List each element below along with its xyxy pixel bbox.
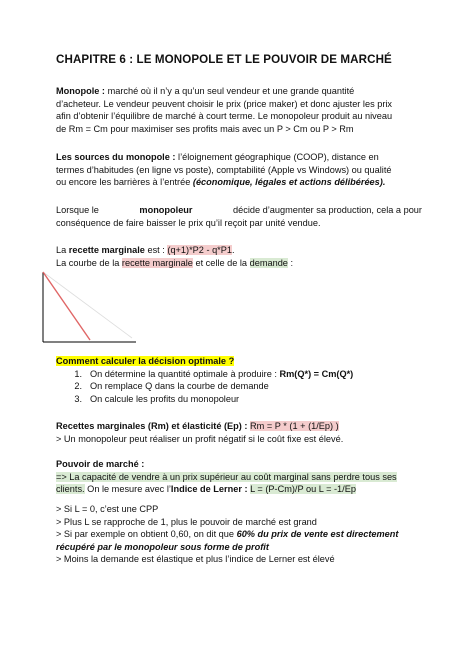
- decision-step-1: [56, 368, 422, 381]
- lerner-line-3-emphasis: 60% du prix de vente est directement: [236, 529, 399, 540]
- recette-formula: (q+1)*P2 - q*P1: [167, 245, 232, 255]
- recette-period: .: [232, 245, 235, 255]
- recette-paragraph: [56, 244, 422, 269]
- decision-step-2: [56, 380, 422, 393]
- decision-steps: [56, 368, 422, 406]
- sources-line-2: termes d’habitudes (en ligne vs poste), comptabilité (Apple vs Windows) ou qualité: [56, 164, 392, 175]
- lerner-line-5: > Moins la demande est élastique et plus l’indice de Lerner est élevé: [56, 554, 335, 565]
- lorsque-paragraph: [56, 204, 422, 229]
- elasticite-line-2: > Un monopoleur peut réaliser un profit négatif si le coût fixe est élevé.: [56, 433, 344, 444]
- recette-part-a: La: [56, 245, 67, 255]
- step-number: 1.: [74, 368, 82, 379]
- lorsque-part-c: décide d’augmenter sa production, cela a pour: [233, 205, 422, 215]
- lerner-line-1: > Si L = 0, c’est une CPP: [56, 504, 159, 514]
- sources-line-1: l’éloignement géographique (COOP), distance en: [178, 152, 379, 162]
- lerner-section: [56, 503, 422, 566]
- courbe-demande: demande: [249, 257, 288, 268]
- pouvoir-mesure: On le mesure avec l’: [87, 484, 171, 495]
- pouvoir-clients: clients.: [56, 484, 85, 495]
- pouvoir-line-1: => La capacité de vendre à un prix supérieur au coût marginal sans perdre tous ses: [56, 471, 397, 482]
- courbe-part-a: La courbe de la: [56, 257, 120, 268]
- sources-line-3: ou encore les barrières à l’entrée: [56, 177, 191, 188]
- monopole-term: Monopole :: [56, 86, 105, 96]
- elasticite-heading: Recettes marginales (Rm) et élasticité (Ep) :: [56, 421, 248, 431]
- lorsque-line-2: conséquence de faire baisser le prix qu’il reçoit par unité vendue.: [56, 217, 321, 228]
- monopole-line-4: de Rm = Cm pour maximiser ses profits mais avec un P > Cm ou P > Rm: [56, 123, 354, 134]
- step-number: 3.: [74, 393, 82, 404]
- step-text: On détermine la quantité optimale à produire :: [90, 368, 277, 379]
- monopole-line-2: d’acheteur. Le vendeur peuvent choisir le prix (price maker) et donc ajuster les prix: [56, 98, 393, 109]
- courbe-recette-marginale: recette marginale: [121, 257, 193, 268]
- lerner-formula: L = (P-Cm)/P ou L = -1/Ep: [250, 484, 356, 495]
- pouvoir-section: [56, 458, 422, 496]
- decision-heading: Comment calculer la décision optimale ?: [56, 356, 235, 366]
- monopole-line-3: afin d’obtenir l’équilibre de marché à court terme. Le monopoleur produit au niveau: [56, 111, 393, 122]
- demande-curve: [43, 272, 132, 338]
- courbe-part-c: et celle de la: [195, 257, 248, 268]
- lerner-line-3: > Si par exemple on obtient 0,60, on dit que: [56, 529, 235, 540]
- lorsque-part-a: Lorsque le: [56, 205, 99, 215]
- elasticite-section: [56, 420, 422, 445]
- lerner-line-2: > Plus L se rapproche de 1, plus le pouvoir de marché est grand: [56, 516, 317, 527]
- chapter-title: CHAPITRE 6 : LE MONOPOLE ET LE POUVOIR DE MARCHÉ: [56, 53, 392, 66]
- step-number: 2.: [74, 381, 82, 392]
- step-formula: Rm(Q*) = Cm(Q*): [279, 368, 354, 379]
- decision-step-3: [56, 393, 422, 406]
- courbe-colon: :: [290, 257, 294, 268]
- sources-line-3-emphasis: (économique, légales et actions délibérées).: [192, 177, 386, 188]
- lerner-line-4: récupéré par le monopoleur sous forme de profit: [56, 541, 269, 552]
- lorsque-monopoleur: monopoleur: [139, 205, 193, 215]
- lerner-term: Indice de Lerner :: [170, 484, 248, 495]
- recette-demande-chart: [40, 270, 140, 350]
- sources-paragraph: [56, 151, 422, 189]
- recette-marginale-curve: [43, 272, 90, 340]
- recette-part-c: est :: [147, 245, 165, 255]
- elasticite-formula: Rm = P * (1 + (1/Ep) ): [250, 421, 339, 431]
- step-text: On calcule les profits du monopoleur: [90, 393, 240, 404]
- monopole-line-1: marché où il n’y a qu’un seul vendeur et une grande quantité: [107, 86, 355, 96]
- decision-section: [56, 355, 422, 405]
- step-text: On remplace Q dans la courbe de demande: [90, 381, 269, 392]
- recette-term: recette marginale: [68, 245, 145, 255]
- monopole-paragraph: [56, 85, 422, 135]
- sources-term: Les sources du monopole :: [56, 152, 176, 162]
- pouvoir-heading: Pouvoir de marché :: [56, 459, 145, 469]
